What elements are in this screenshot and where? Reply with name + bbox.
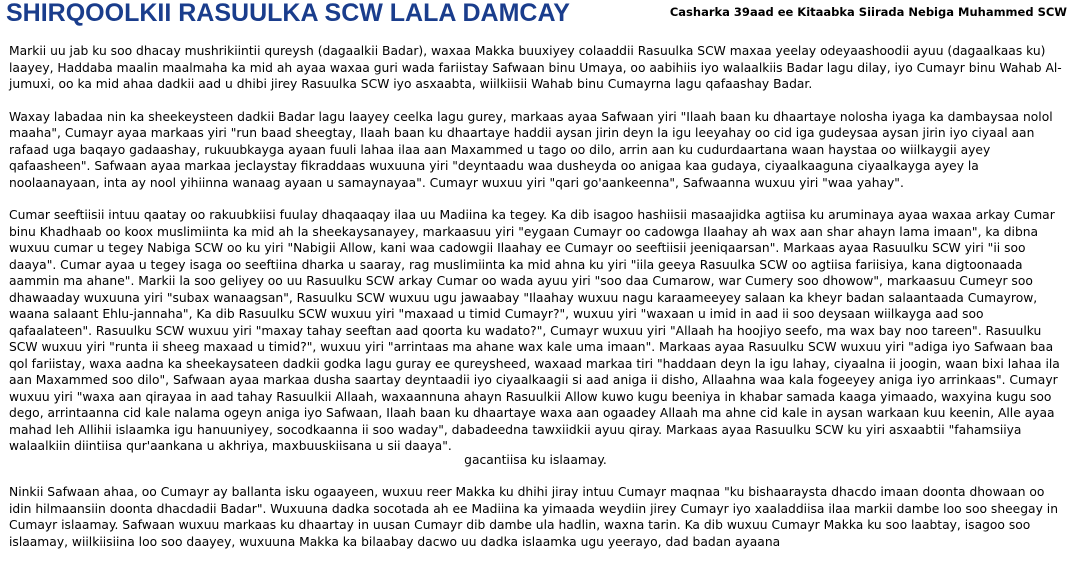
article-centered-line: gacantiisa ku islaamay. bbox=[464, 452, 607, 467]
article-paragraph-2: Waxay labadaa nin ka sheekeysteen dadkii Badar lagu laayey ceelka lagu gurey, markaas ayaa Safwaan yiri "Ilaah baan ku dhaartaye nolosha iyaga ka dambaysaa nolol maaha", Cumayr ayaa markaas yiri "run baad sheegtay, Ilaah baan ku dhaartaye haddii aysan jirin deyn la igu leeyahay oo cid iga gudeysaa aysan jirin iyo ciyaal aan rafaad uga baqayo gadaashay, rukuubkayga ayaan fuuli lahaa ilaa aan Maxammed u tago oo dilo, arrin aan ku cudurdaartana waan haystaa oo wiilkaygii ayey qafaasheen". Safwaan ayaa markaa jeclaystay fikraddaas wuxuuna yiri "deyntaadu waa dusheyda oo anigaa kaa gudaya, ciyaalkaaguna ciyaalkayga ayey la noolaanayaan, inta ay nool yihiinna wanaag ayaan u samaynayaa". Cumayr wuxuu yiri "qari go'aankeenna", Safwaanna wuxuu yiri "waa yahay". bbox=[9, 109, 1053, 190]
page-header bbox=[0, 0, 1070, 30]
article-body bbox=[9, 43, 1062, 566]
lesson-subtitle: Casharka 39aad ee Kitaabka Siirada Nebiga Muhammed SCW bbox=[669, 5, 1067, 19]
page-title: SHIRQOOLKII RASUULKA SCW LALA DAMCAY bbox=[6, 0, 570, 27]
article-paragraph-1: Markii uu jab ku soo dhacay mushrikiintii qureysh (dagaalkii Badar), waxaa Makka buuxiyey colaaddii Rasuulka SCW maxaa yeelay odeyaashoodii ayuu (dagaalkaas ku) laayey, Haddaba maalin maalmaha ka mid ah ayaa waxaa guri wada fariistay Safwaan binu Umaya, oo aabihiis iyo walaalkiis Badar lagu dilay, iyo Cumayr binu Wahab Al-jumuxi, oo ka mid ahaa dadkii aad u dhibi jirey Rasuulka SCW iyo asxaabta, wiilkiisii Wahab binu Cumayrna lagu qafaashay Badar. bbox=[9, 44, 1062, 91]
article-paragraph-4: Ninkii Safwaan ahaa, oo Cumayr ay ballanta isku ogaayeen, wuxuu reer Makka ku dhihi jiray intuu Cumayr maqnaa "ku bishaaraysta dhacdo imaan doonta dhowaan oo idin hilmaansiin doonta dhacdadii Badar". Wuxuuna dadka socotada ah ee Madiina ka yimaada weydiin jirey Cumayr iyo xaaladdiisa ilaa markii dambe loo soo sheegay in Cumayr islaamay. Safwaan wuxuu markaas ku dhaartay in uusan Cumayr dib dambe ula hadlin, waxna tarin. Ka dib wuxuu Cumayr Makka ku soo laabtay, isagoo soo islaamay, wiilkiisiina loo soo daayey, wuxuuna Makka ka bilaabay dacwo uu dadka islaamka ugu yeerayo, dad badan ayaana bbox=[9, 485, 1058, 549]
article-paragraph-3: Cumar seeftiisii intuu qaatay oo rakuubkiisi fuulay dhaqaaqay ilaa uu Madiina ka tegey. Ka dib isagoo hashiisii masaajidka agtiisa ku aruminaya ayaa waxaa arkay Cumar binu Khadhaab oo koox muslimiinta ka mid ah la sheekaysanayey, markaasuu yiri "eygaan Cumayr oo cadowga Ilaahay ah wax aan shar ahayn lama imaan", ka dibna wuxuu cumar u tegey Nabiga SCW oo ku yiri "Nabigii Allow, kani waa cadowgii Ilaahay ee Cumayr oo seeftiisii jeeniqaarsan". Markaas ayaa Rasuulku SCW yiri "ii soo daaya". Cumar ayaa u tegey isaga oo seeftiina dharka u saaray, rag muslimiinta ka mid ahna ku yiri "iila geeya Rasuulka SCW oo agtiisa fariisiya, kana digtoonaada aammin ma ahane". Markii la soo geliyey oo uu Rasuulku SCW arkay Cumar oo wada ayuu yiri "soo daa Cumarow, war Cumery soo dhowow", markaasuu Cumeyr soo dhawaaday wuxuuna yiri "subax wanaagsan", Rasuulku SCW wuxuu ugu jawaabay "Ilaahay wuxuu nagu karaameeyey salaan ka kheyr badan salaantaada Cumayrow, waana salaant Ehlu-jannaha", Ka dib Rasuulku SCW wuxuu yiri "maxaad u timid Cumayr?", wuxuu yiri "waxaan u imid in aad ii soo deysaan wiilkayga aad soo qafaalateen". Rasuulku SCW wuxuu yiri "maxay tahay seeftan aad qoorta ku wadato?", Cumayr wuxuu yiri "Allaah ha hoojiyo seefo, ma wax bay noo tareen". Rasuulku SCW wuxuu yiri "runta ii sheeg maxaad u timid?", wuxuu yiri "arrintaas ma ahane wax kale uma imaan". Markaas ayaa Rasuulku SCW wuxuu yiri "adiga iyo Safwaan baa qol fariistay, waxa aadna ka sheekaysateen dadkii godka lagu guray ee qureysheed, waxaad markaa tiri "haddaan deyn la igu lahay, ciyaalna ii joogin, waan bixi lahaa ila aan Maxammed soo dilo", Safwaan ayaa markaa dusha saartay deyntaadii iyo ciyaalkaagii si aad aniga ii disho, Allaahna waa kala fogeeyey aniga iyo arrinkaas". Cumayr wuxuu yiri "waxa aan qirayaa in aad tahay Rasuulkii Allaah, waxaannuna ahayn Rasuulkii Allow kuwo kugu beeniya in khabar samada kaaga yimaado, waxyina kugu soo dego, arrintaanna cid kale nalama ogeyn aniga iyo Safwaan, Ilaah baan ku dhaartaye waxa aan ogaadey Allaah ma ahne cid kale in aysan warkaan kuu keenin, Alle ayaa mahad leh Allihii islaamka igu hanuuniyey, socodkaanna ii soo waday", dabadeedna tawxiidkii ayuu qiray. Markaas ayaa Rasuulku SCW ku yiri asxaabtii "fahamsiiya walaalkiin diintiisa qur'aankana u akhriya, maxbuuskiisana u sii daaya". bbox=[9, 208, 1060, 453]
